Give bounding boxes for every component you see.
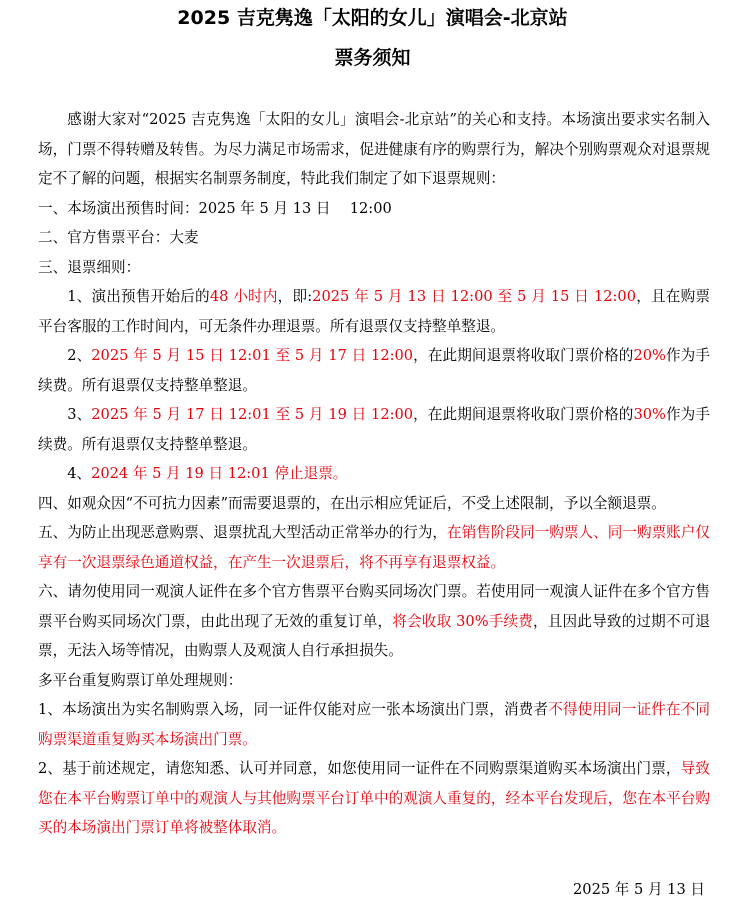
item-malicious-purchase (38, 518, 710, 577)
refund-rule-1 (38, 282, 710, 341)
item-force-majeure: 四、如观众因“不可抗力因素”而需要退票的，在出示相应凭证后，不受上述限制，予以全额退票。 (38, 494, 666, 512)
refund-rule-3-fee: 30% (633, 406, 666, 423)
item-duplicate-tickets-text: ，且因此导致的过期不可退票，无法入场等情况，由购票人及观演人自行承担损失。 (38, 612, 710, 659)
multi-platform-rule-2 (38, 754, 710, 843)
refund-rule-1-period: 2025 年 5 月 13 日 12:00 至 5 月 15 日 12:00 (312, 288, 637, 305)
multi-platform-rule-1-text: 1、本场演出为实名制购票入场，同一证件仅能对应一张本场演出门票，消费者 (38, 701, 549, 718)
refund-rule-1-text: ，且在购票平台客服的工作时间内，可无条件办理退票。所有退票仅支持整单整退。 (38, 288, 710, 335)
refund-rule-4-stop: 2024 年 5 月 19 日 12:01 停止退票。 (91, 465, 348, 482)
refund-rule-3-text: 3、 (67, 406, 92, 423)
item-presale-time: 一、本场演出预售时间：2025 年 5 月 13 日 12:00 (38, 199, 392, 217)
refund-rule-3 (38, 400, 710, 459)
document-date: 2025 年 5 月 13 日 (573, 881, 705, 898)
item-official-platform: 二、官方售票平台：大麦 (38, 229, 199, 246)
refund-rule-2-text: 作为手续费。所有退票仅支持整单整退。 (38, 347, 710, 394)
multi-platform-rule-1-highlight: 不得使用同一证件在不同购票渠道重复购买本场演出门票。 (38, 701, 710, 748)
item-duplicate-tickets (38, 577, 710, 666)
document-body (38, 105, 710, 843)
document-subtitle: 票务须知 (334, 47, 411, 69)
refund-rule-3-text: ，在此期间退票将收取门票价格的 (413, 406, 634, 423)
multi-platform-rule-2-highlight: 导致您在本平台购票订单中的观演人与其他购票平台订单中的观演人重复的，经本平台发现后，您在本平台购买的本场演出门票订单将被整体取消。 (38, 760, 710, 836)
item-malicious-purchase-highlight: 在销售阶段同一购票人、同一购票账户仅享有一次退票绿色通道权益，在产生一次退票后，将不再享有退票权益。 (38, 524, 710, 571)
refund-rule-3-text: 作为手续费。所有退票仅支持整单整退。 (38, 406, 710, 453)
refund-rule-2-fee: 20% (633, 347, 666, 364)
refund-rule-3-period: 2025 年 5 月 17 日 12:01 至 5 月 19 日 12:00 (91, 406, 414, 423)
item-duplicate-tickets-fee: 将会收取 30%手续费 (392, 612, 534, 630)
refund-rule-1-window: 48 小时内 (209, 288, 278, 305)
refund-rule-2-text: ，在此期间退票将收取门票价格的 (413, 347, 634, 364)
refund-rule-4 (38, 459, 710, 489)
refund-rule-1-text: ，即: (277, 288, 313, 305)
multi-platform-heading: 多平台重复购票订单处理规则： (38, 671, 243, 689)
multi-platform-rule-1 (38, 695, 710, 754)
refund-rule-2 (38, 341, 710, 400)
refund-rule-2-text: 2、 (67, 347, 92, 364)
item-malicious-purchase-text: 五、为防止出现恶意购票、退票扰乱大型活动正常举办的行为， (38, 524, 448, 541)
refund-rule-4-text: 4、 (67, 465, 92, 482)
item-duplicate-tickets-text: 六、请勿使用同一观演人证件在多个官方售票平台购买同场次门票。若使用同一观演人证件在多个官方售票平台购买同场次门票，由此出现了无效的重复订单， (38, 583, 710, 630)
refund-rule-2-period: 2025 年 5 月 15 日 12:01 至 5 月 17 日 12:00 (91, 347, 414, 364)
item-refund-rules-heading: 三、退票细则： (38, 258, 141, 276)
multi-platform-rule-2-text: 2、基于前述规定，请您知悉、认可并同意，如您使用同一证件在不同购票渠道购买本场演出门票， (38, 760, 681, 777)
intro-paragraph: 感谢大家对“2025 吉克隽逸「太阳的女儿」演唱会-北京站”的关心和支持。本场演出要求实名制入场，门票不得转赠及转售。为尽力满足市场需求，促进健康有序的购票行为，解决个别购票观众对退票规定不了解的问题，根据实名制票务制度，特此我们制定了如下退票规则： (38, 111, 710, 187)
document-title: 2025 吉克隽逸「太阳的女儿」演唱会-北京站 (177, 7, 568, 29)
refund-rule-1-text: 1、演出预售开始后的 (67, 288, 210, 305)
